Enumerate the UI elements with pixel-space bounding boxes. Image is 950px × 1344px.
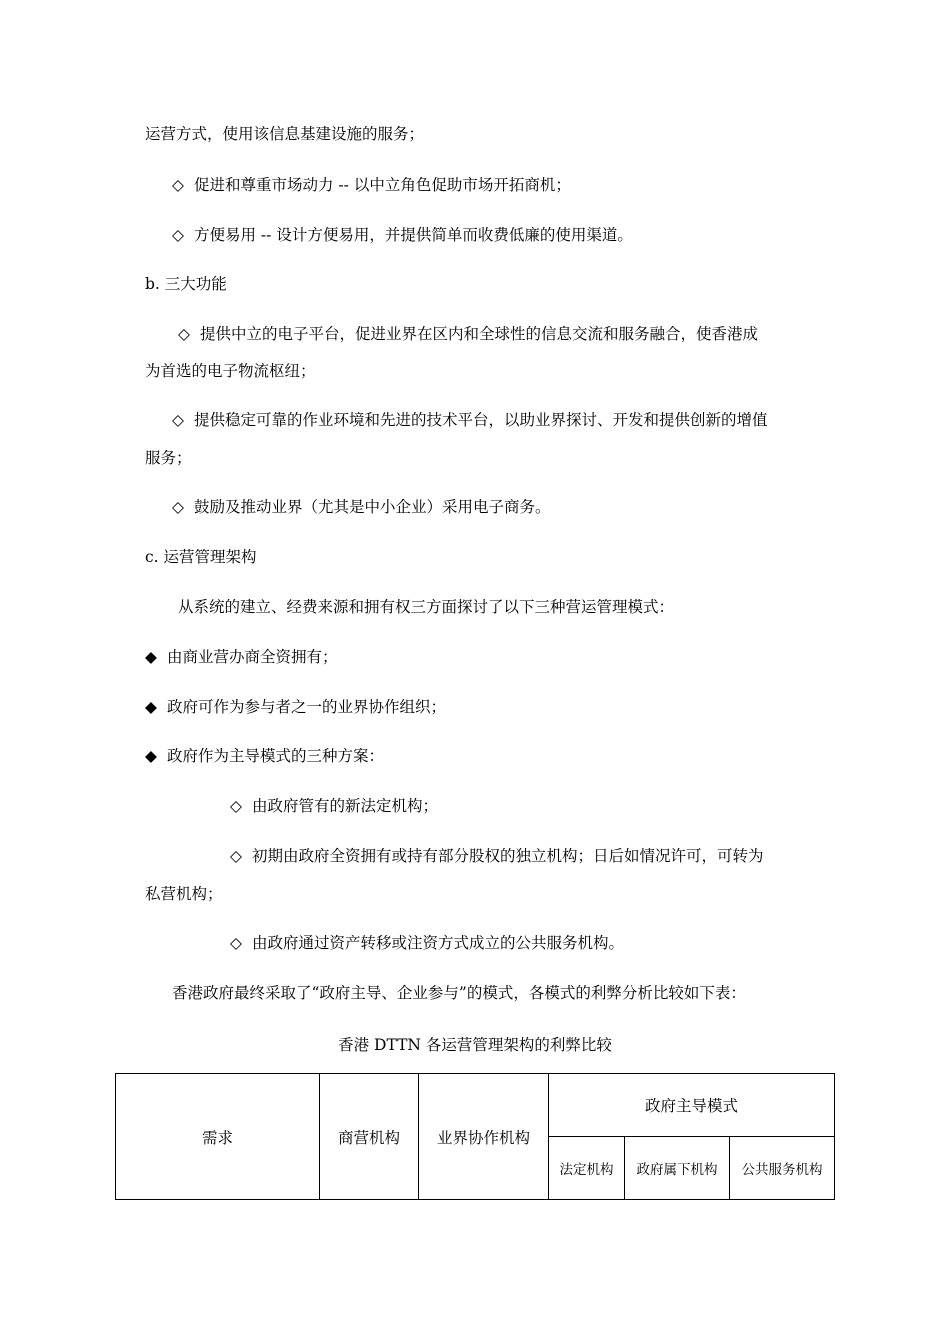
header-gov-subsidiary: 政府属下机构	[625, 1137, 730, 1200]
header-commercial: 商营机构	[320, 1074, 419, 1200]
paragraph: 香港政府最终采取了“政府主导、企业参与”的模式，各模式的利弊分析比较如下表：	[172, 984, 746, 1002]
bullet-text-continuation: 服务；	[145, 449, 192, 467]
bullet-item	[172, 497, 551, 517]
bullet-text: 促进和尊重市场动力 -- 以中立角色促助市场开拓商机；	[194, 176, 571, 194]
bullet-item	[172, 410, 768, 430]
bullet-text-continuation: 为首选的电子物流枢纽；	[145, 362, 316, 380]
bullet-text: 提供稳定可靠的作业环境和先进的技术平台，以助业界探讨、开发和提供创新的增值	[194, 411, 768, 429]
diamond-outline-icon: ◇	[172, 498, 184, 516]
diamond-outline-icon: ◇	[172, 226, 184, 244]
paragraph: 从系统的建立、经费来源和拥有权三方面探讨了以下三种营运管理模式：	[178, 598, 675, 616]
bullet-text-continuation: 私营机构；	[145, 885, 223, 903]
bullet-text: 初期由政府全资拥有或持有部分股权的独立机构；日后如情况许可，可转为	[252, 847, 764, 865]
header-gov-group: 政府主导模式	[549, 1074, 835, 1137]
diamond-filled-icon: ◆	[145, 698, 157, 716]
bullet-text: 由商业营办商全资拥有；	[167, 648, 338, 666]
header-statutory: 法定机构	[549, 1137, 625, 1200]
section-heading: b. 三大功能	[145, 275, 227, 293]
table-caption: 香港 DTTN 各运营管理架构的利弊比较	[338, 1036, 612, 1054]
comparison-table	[115, 1073, 835, 1200]
sub-bullet-item	[230, 933, 624, 953]
bullet-item	[178, 324, 758, 344]
diamond-outline-icon: ◇	[172, 411, 184, 429]
bullet-text: 方便易用 -- 设计方便易用，并提供简单而收费低廉的使用渠道。	[194, 226, 633, 244]
diamond-outline-icon: ◇	[178, 325, 190, 343]
bullet-item	[172, 225, 633, 245]
bullet-text: 政府可作为参与者之一的业界协作组织；	[167, 698, 447, 716]
bullet-item	[172, 175, 571, 195]
diamond-outline-icon: ◇	[230, 797, 242, 815]
bullet-item	[145, 697, 446, 717]
diamond-outline-icon: ◇	[172, 176, 184, 194]
sub-bullet-item	[230, 796, 438, 816]
bullet-text: 政府作为主导模式的三种方案：	[167, 747, 385, 765]
bullet-item	[145, 647, 338, 667]
section-heading: c. 运营管理架构	[145, 548, 257, 566]
bullet-text: 由政府通过资产转移或注资方式成立的公共服务机构。	[252, 934, 625, 952]
header-public-service: 公共服务机构	[730, 1137, 835, 1200]
diamond-filled-icon: ◆	[145, 648, 157, 666]
bullet-text: 由政府管有的新法定机构；	[252, 797, 439, 815]
diamond-filled-icon: ◆	[145, 747, 157, 765]
diamond-outline-icon: ◇	[230, 934, 242, 952]
header-need: 需求	[116, 1074, 320, 1200]
bullet-text: 鼓励及推动业界（尤其是中小企业）采用电子商务。	[194, 498, 551, 516]
diamond-outline-icon: ◇	[230, 847, 242, 865]
header-industry: 业界协作机构	[419, 1074, 549, 1200]
sub-bullet-item	[230, 846, 764, 866]
bullet-item	[145, 746, 384, 766]
paragraph-continuation: 运营方式，使用该信息基建设施的服务；	[145, 125, 425, 143]
bullet-text: 提供中立的电子平台，促进业界在区内和全球性的信息交流和服务融合，使香港成	[200, 325, 759, 343]
